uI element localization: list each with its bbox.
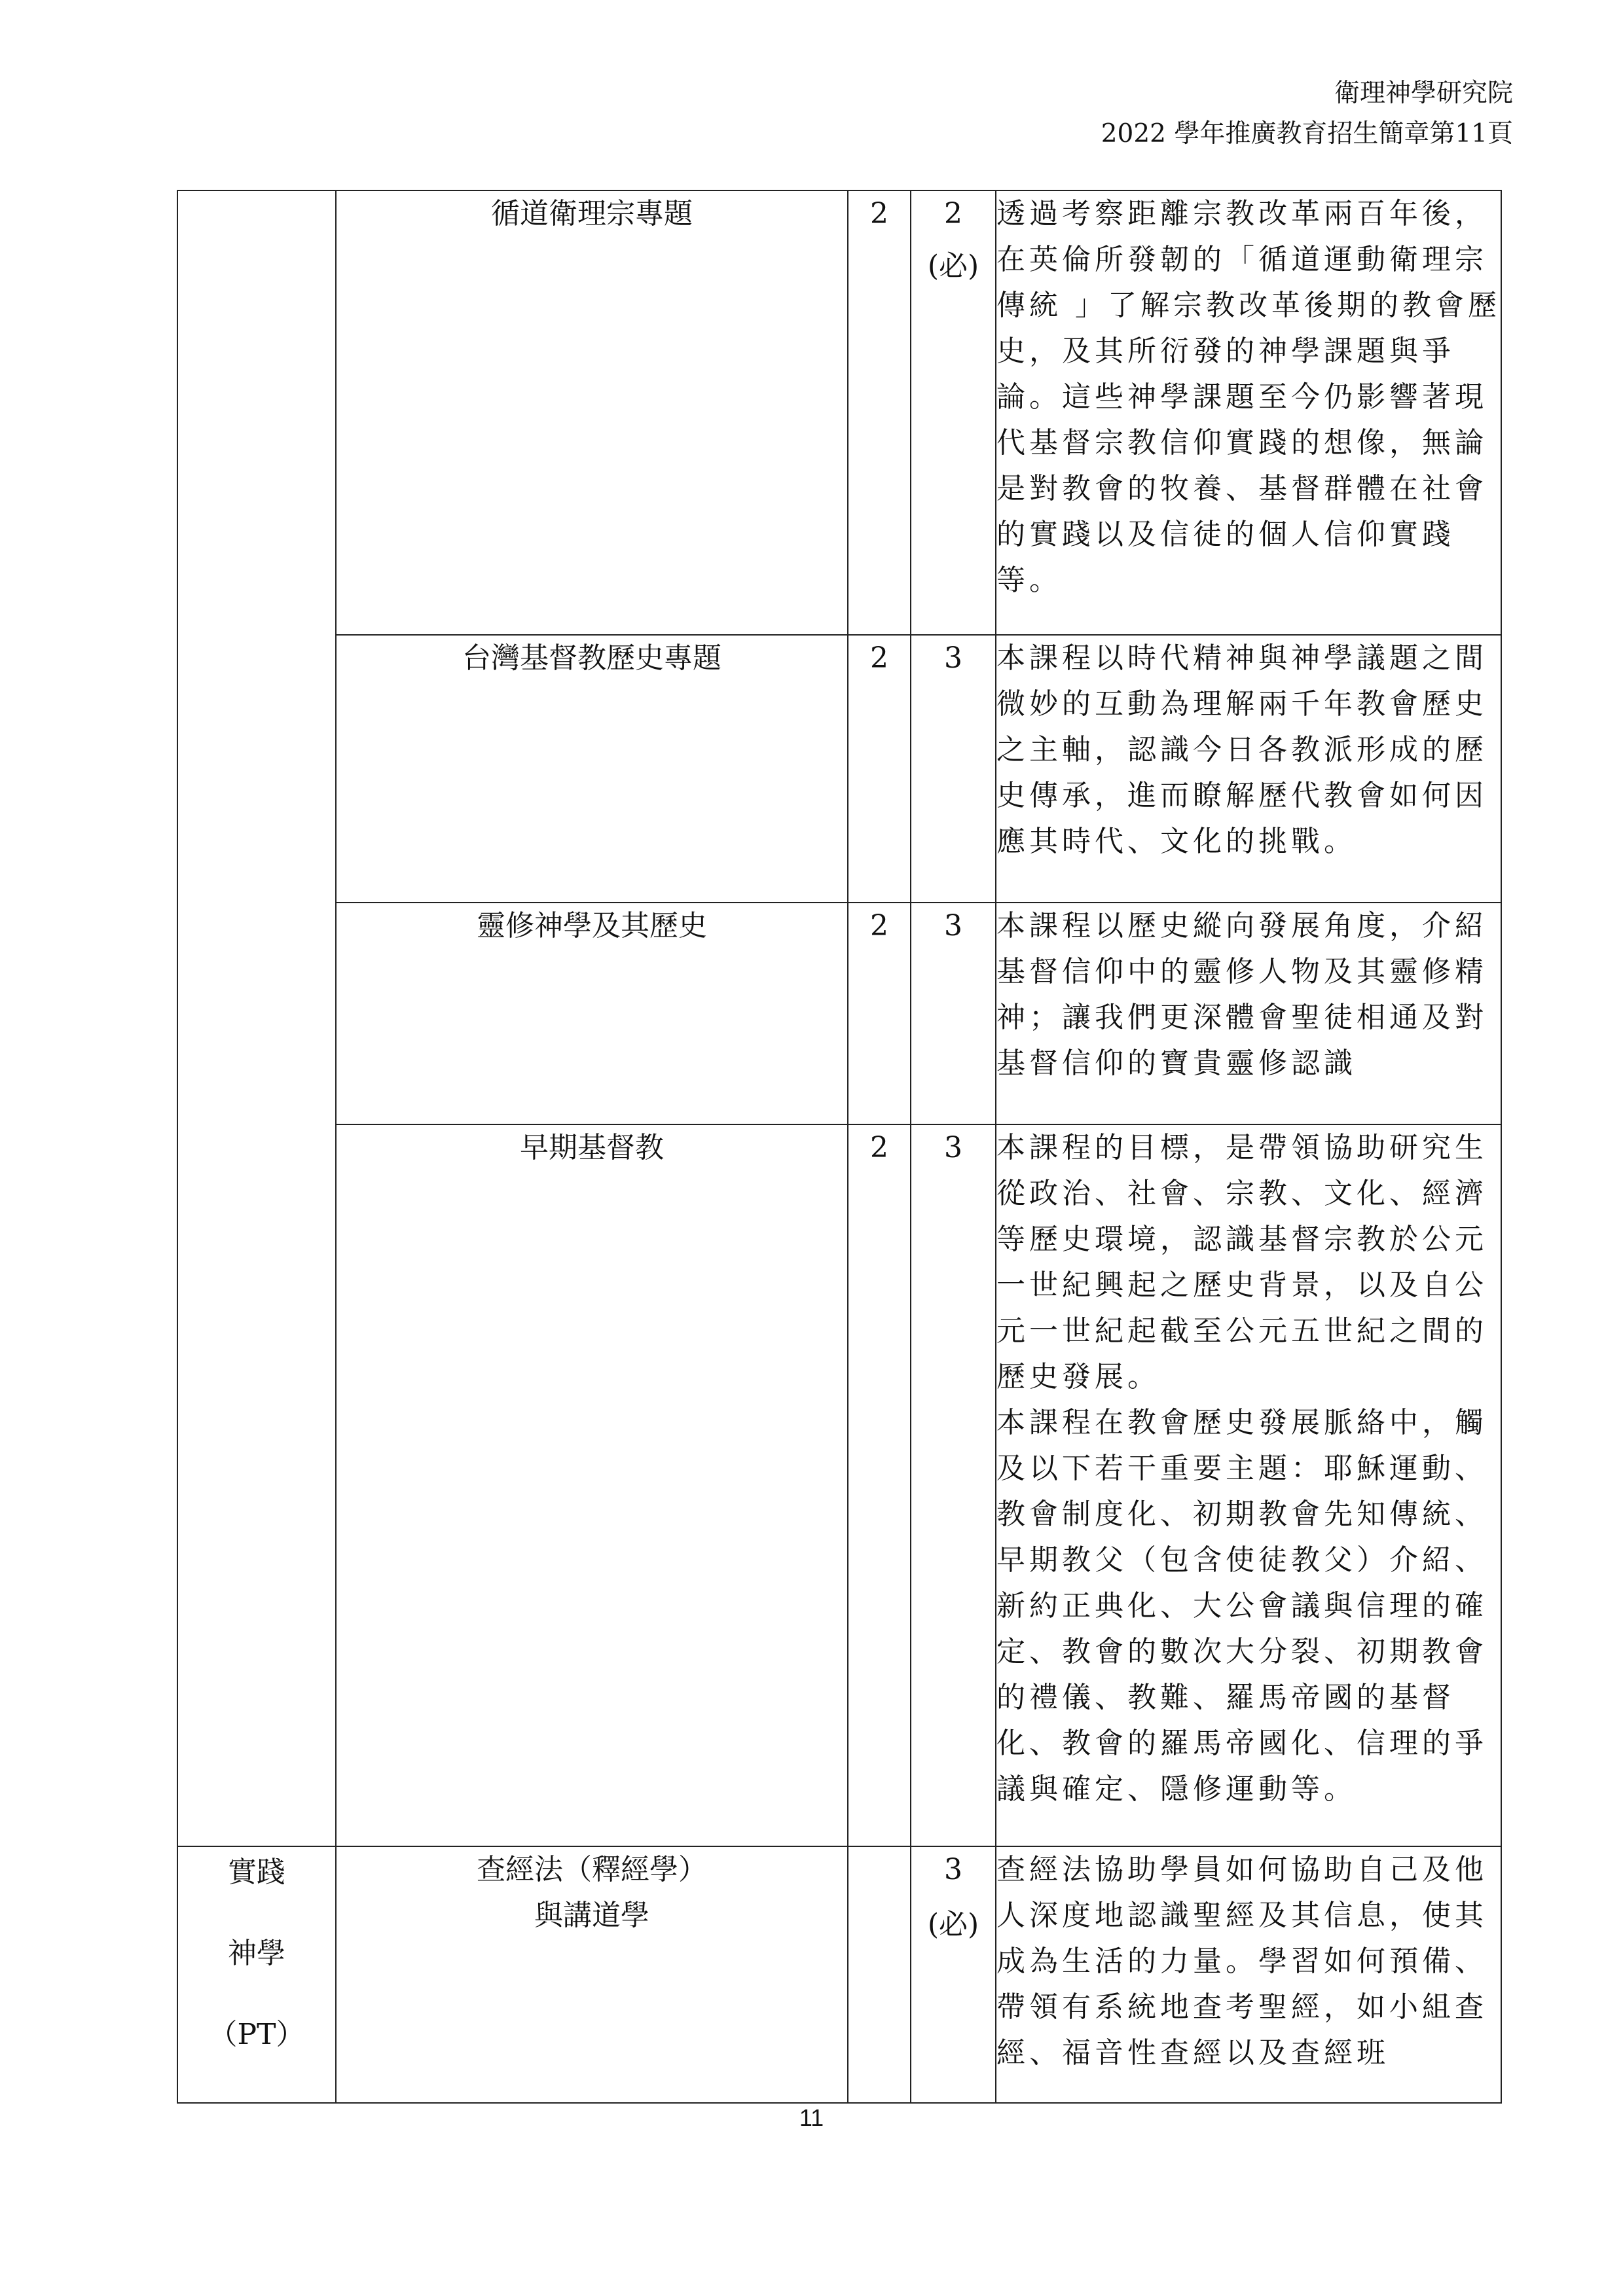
course-description <box>996 903 1501 1124</box>
required-note: (必) <box>927 249 979 283</box>
area-label-line: 實踐 <box>228 1856 285 1889</box>
course-description <box>996 190 1501 635</box>
course-name-line: 與講道學 <box>534 1899 649 1932</box>
course-table <box>177 190 1502 2104</box>
course-hours: 2 <box>848 635 911 903</box>
course-hours: 2 <box>848 903 911 1124</box>
course-name: 靈修神學及其歷史 <box>336 903 848 1124</box>
institution-name: 衛理神學研究院 <box>1334 79 1513 108</box>
course-credits: 3 <box>911 903 996 1124</box>
area-label-line: 神學 <box>228 1937 285 1970</box>
table-row <box>177 1124 1501 1846</box>
course-name: 早期基督教 <box>336 1124 848 1846</box>
description-paragraph: 透過考察距離宗教改革兩百年後，在英倫所發韌的「循道運動衛理宗傳統 」了解宗教改革後期的教會歷史，及其所衍發的神學課題與爭論。這些神學課題至今仍影響著現代基督宗教信仰實踐的想像，無論是對教會的牧養、基督群體在社會的實踐以及信徒的個人信仰實踐等。 <box>996 197 1501 597</box>
course-credits: 3 <box>911 635 996 903</box>
page-header <box>1101 73 1513 154</box>
table-row <box>177 635 1501 903</box>
course-description <box>996 1846 1501 2103</box>
course-name-line: 查經法（釋經學） <box>477 1853 707 1886</box>
course-description <box>996 635 1501 903</box>
table-row <box>177 1846 1501 2103</box>
description-paragraph: 本課程在教會歷史發展脈絡中，觸及以下若干重要主題：耶穌運動、教會制度化、初期教會先知傳統、早期教父（包含使徒教父）介紹、新約正典化、大公會議與信理的確定、教會的數次大分裂、初期教會的禮儀、教難、羅馬帝國的基督化、教會的羅馬帝國化、信理的爭議與確定、隱修運動等。 <box>996 1406 1487 1806</box>
credits-value: 3 <box>944 1853 962 1886</box>
brochure-subtitle: 2022 學年推廣教育招生簡章第11頁 <box>1101 119 1513 149</box>
required-note: (必) <box>927 1908 979 1941</box>
course-credits <box>911 190 996 635</box>
description-paragraph: 本課程以歷史縱向發展角度，介紹基督信仰中的靈修人物及其靈修精神；讓我們更深體會聖徒相通及對基督信仰的寶貴靈修認識 <box>996 909 1487 1080</box>
table-row <box>177 190 1501 635</box>
course-description <box>996 1124 1501 1846</box>
course-name <box>336 1846 848 2103</box>
page-number: 11 <box>799 2104 824 2131</box>
area-cell-empty <box>177 190 336 1846</box>
description-paragraph: 本課程以時代精神與神學議題之間微妙的互動為理解兩千年教會歷史之主軸，認識今日各教派形成的歷史傳承，進而瞭解歷代教會如何因應其時代、文化的挑戰。 <box>996 641 1487 858</box>
description-paragraph: 查經法協助學員如何協助自己及他人深度地認識聖經及其信息，使其成為生活的力量。學習如何預備、帶領有系統地查考聖經，如小組查經、福音性查經以及查經班 <box>996 1853 1487 2070</box>
area-label-line: （PT） <box>208 2018 305 2051</box>
course-hours: 2 <box>848 190 911 635</box>
course-name: 台灣基督教歷史專題 <box>336 635 848 903</box>
course-name: 循道衛理宗專題 <box>336 190 848 635</box>
course-credits <box>911 1846 996 2103</box>
course-credits: 3 <box>911 1124 996 1846</box>
area-cell <box>177 1846 336 2103</box>
description-paragraph: 本課程的目標，是帶領協助研究生從政治、社會、宗教、文化、經濟等歷史環境，認識基督宗教於公元一世紀興起之歷史背景，以及自公元一世紀起截至公元五世紀之間的歷史發展。 <box>996 1131 1487 1393</box>
course-hours <box>848 1846 911 2103</box>
credits-value: 2 <box>944 197 962 230</box>
course-hours: 2 <box>848 1124 911 1846</box>
table-row <box>177 903 1501 1124</box>
